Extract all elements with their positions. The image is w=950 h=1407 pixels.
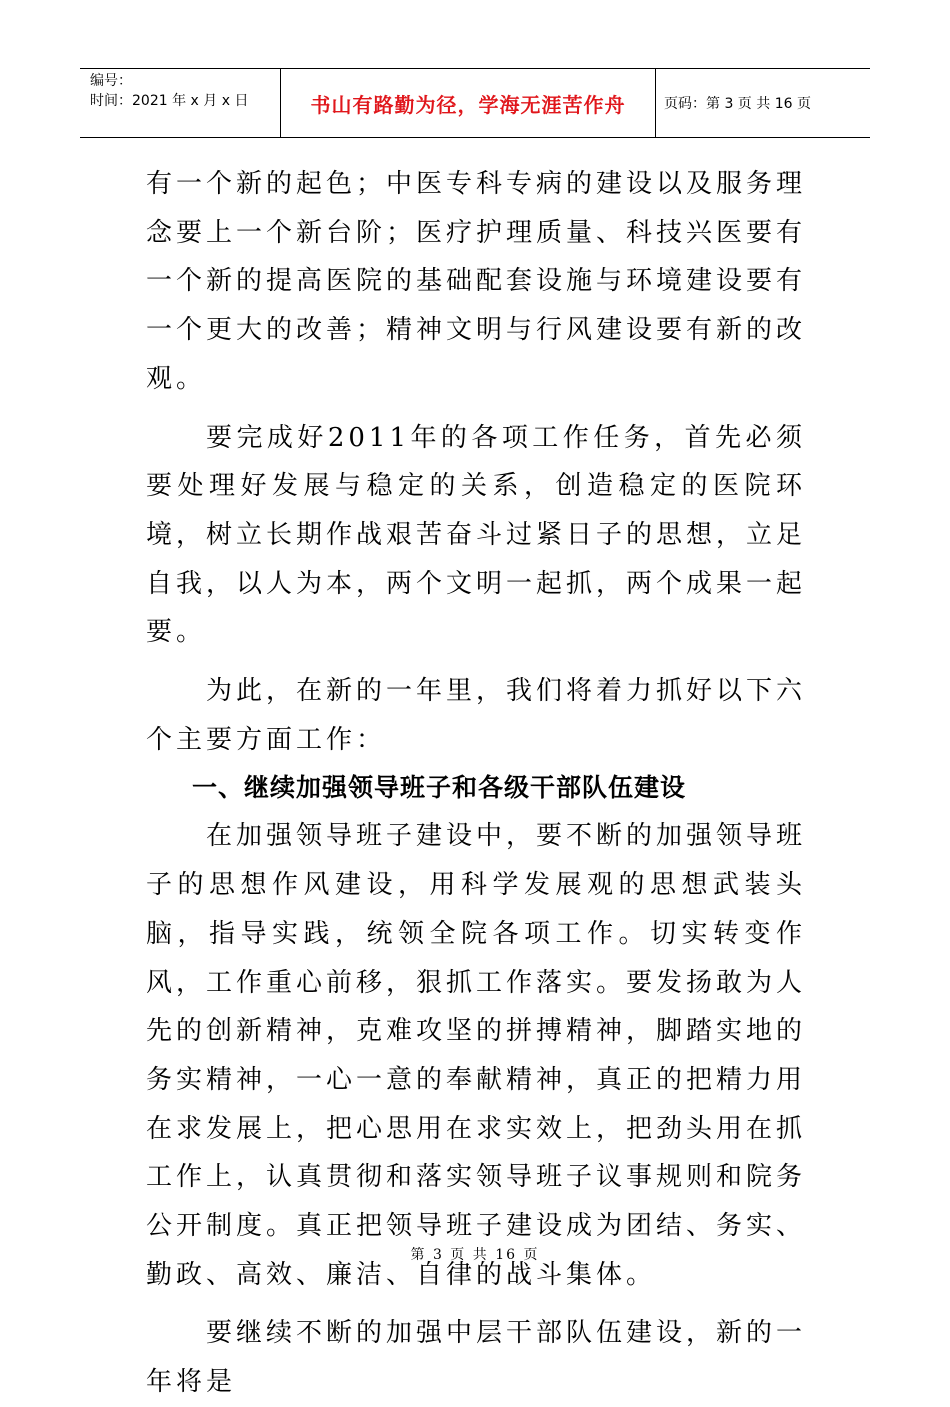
paragraph: 有一个新的起色；中医专科专病的建设以及服务理念要上一个新台阶；医疗护理质量、科技兴医要有一个新的提高医院的基础配套设施与环境建设要有一个更大的改善；精神文明与行风建设要有新的改观。	[146, 169, 807, 394]
header-motto: 书山有路勤为径，学海无涯苦作舟	[280, 69, 656, 137]
paragraph: 要完成好2011年的各项工作任务，首先必须要处理好发展与稳定的关系，创造稳定的医院环境，树立长期作战艰苦奋斗过紧日子的思想，立足自我，以人为本，两个文明一起抓，两个成果一起要。	[146, 422, 807, 648]
paragraph: 在加强领导班子建设中，要不断的加强领导班子的思想作风建设，用科学发展观的思想武装头脑，指导实践，统领全院各项工作。切实转变作风，工作重心前移，狠抓工作落实。要发扬敢为人先的创新精神，克难攻坚的拼搏精神，脚踏实地的务实精神，一心一意的奉献精神，真正的把精力用在求发展上，把心思用在求实效上，把劲头用在抓工作上，认真贯彻和落实领导班子议事规则和院务公开制度。真正把领导班子建设成为团结、务实、勤政、高效、廉洁、自律的战斗集体。	[146, 821, 807, 1290]
paragraph: 要继续不断的加强中层干部队伍建设，新的一年将是	[146, 1318, 807, 1398]
header-meta	[80, 69, 280, 137]
page-footer: 第 3 页 共 16 页	[410, 1247, 540, 1263]
document-body	[146, 160, 806, 1407]
section-heading: 一、继续加强领导班子和各级干部队伍建设	[192, 773, 687, 803]
number-label: 编号：	[90, 73, 132, 89]
header-page-info: 页码：第 3 页 共 16 页	[664, 96, 811, 112]
time-label: 时间：2021 年 x 月 x 日	[90, 93, 249, 109]
paragraph: 为此，在新的一年里，我们将着力抓好以下六个主要方面工作：	[146, 676, 807, 755]
page-header	[80, 68, 870, 138]
